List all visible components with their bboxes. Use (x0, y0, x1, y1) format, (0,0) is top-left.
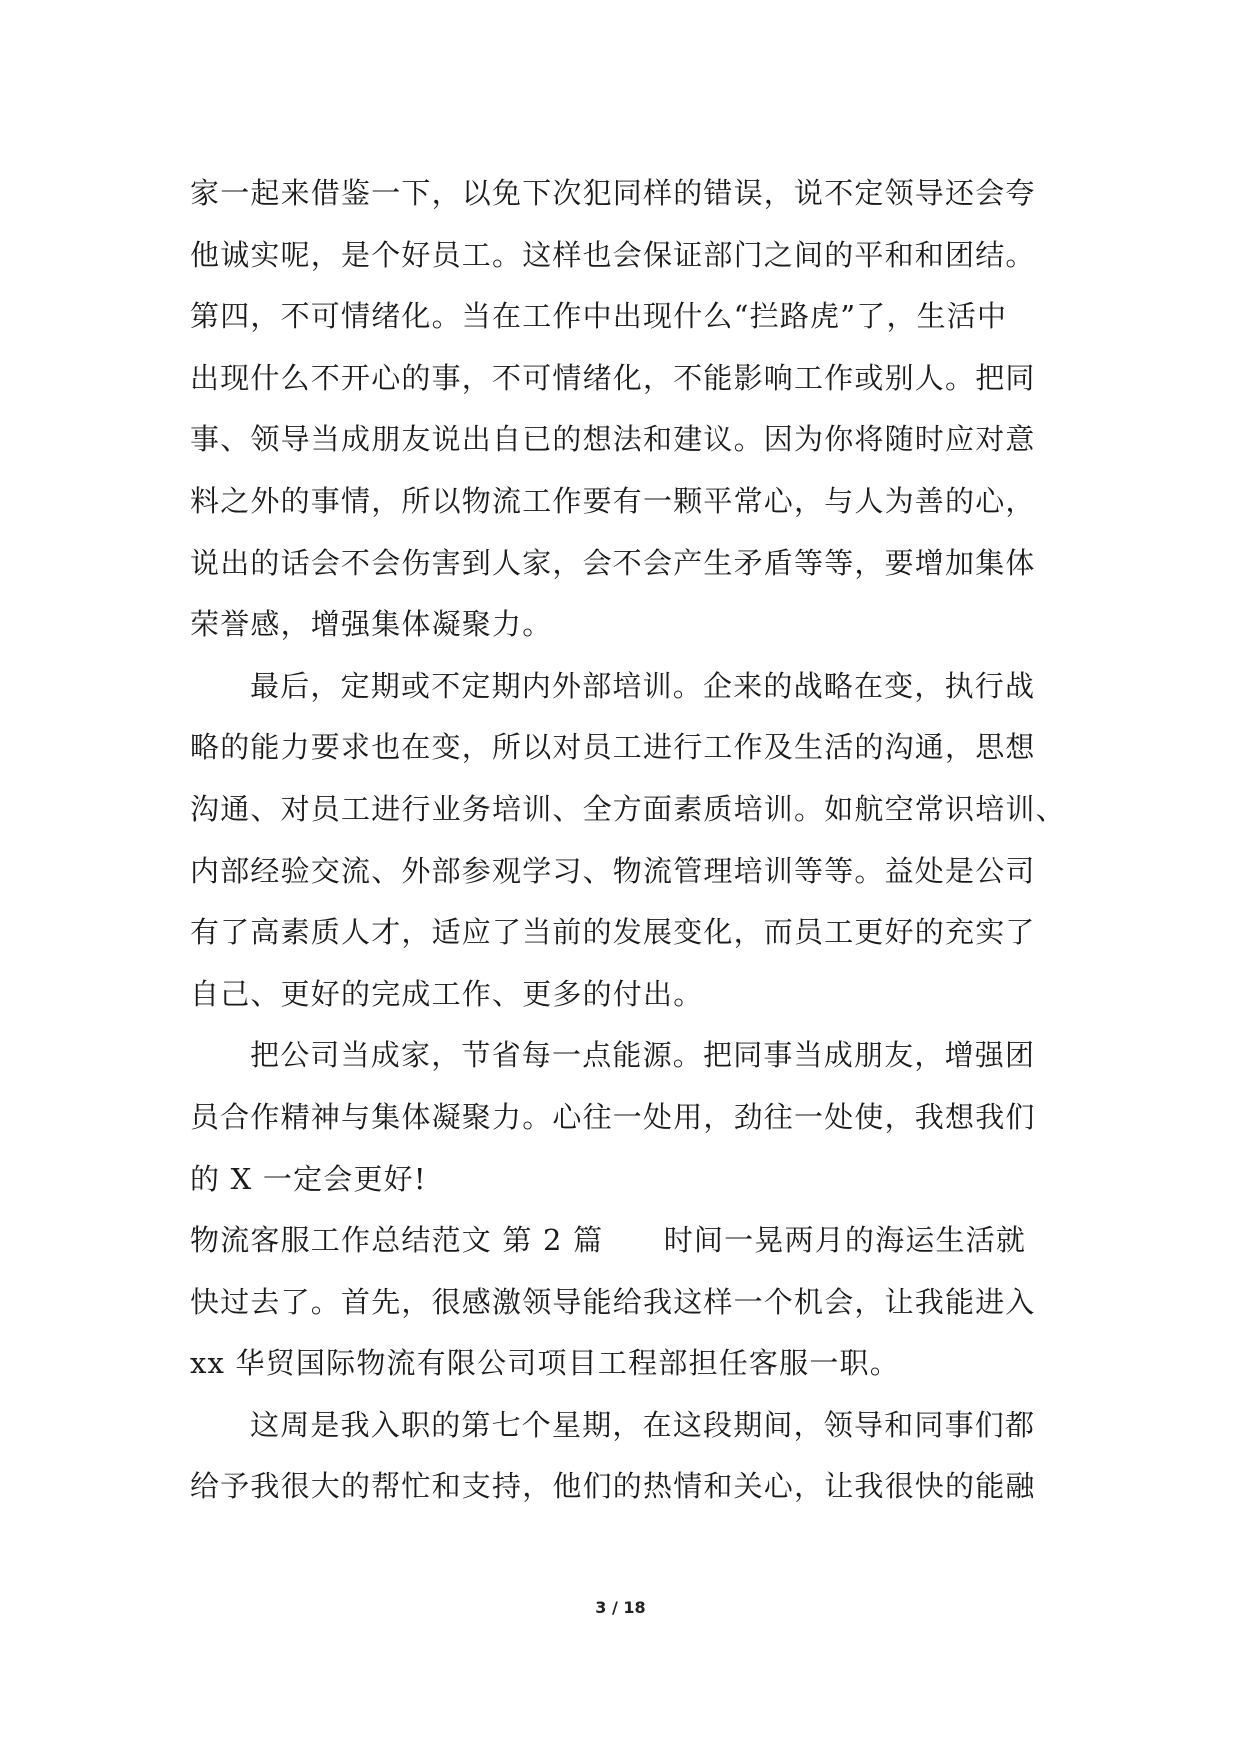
text-line: 略的能力要求也在变，所以对员工进行工作及生活的沟通，思想 (190, 730, 1036, 765)
text-line: xx 华贸国际物流有限公司项目工程部担任客服一职。 (190, 1346, 900, 1381)
text-line: 荣誉感，增强集体凝聚力。 (190, 607, 553, 642)
page-number: 3 / 18 (595, 1598, 646, 1617)
text-line: 家一起来借鉴一下，以免下次犯同样的错误，说不定领导还会夸 (190, 176, 1036, 210)
text-line: 员合作精神与集体凝聚力。心往一处用，劲往一处使，我想我们 (190, 1099, 1036, 1134)
text-line: 出现什么不开心的事，不可情绪化，不能影响工作或别人。把同 (190, 360, 1036, 395)
text-line: 说出的话会不会伤害到人家，会不会产生矛盾等等，要增加集体 (190, 545, 1036, 580)
section-heading-line: 物流客服工作总结范文 第 2 篇 时间一晃两月的海运生活就 (190, 1223, 1027, 1258)
body-text (190, 163, 1070, 1518)
paragraph-first-line: 最后，定期或不定期内外部培训。企来的战略在变，执行战 (250, 668, 1036, 703)
text-line: 第四，不可情绪化。当在工作中出现什么“拦路虎”了，生活中 (190, 299, 1008, 334)
text-line: 他诚实呢，是个好员工。这样也会保证部门之间的平和和团结。 (190, 237, 1036, 272)
paragraph-first-line: 这周是我入职的第七个星期，在这段期间，领导和同事们都 (250, 1407, 1036, 1442)
text-line: 给予我很大的帮忙和支持，他们的热情和关心，让我很快的能融 (190, 1469, 1036, 1504)
text-line: 沟通、对员工进行业务培训、全方面素质培训。如航空常识培训、 (190, 791, 1066, 826)
text-line: 内部经验交流、外部参观学习、物流管理培训等等。益处是公司 (190, 853, 1036, 888)
text-line: 自己、更好的完成工作、更多的付出。 (190, 976, 704, 1011)
text-line: 的 X 一定会更好! (190, 1161, 427, 1196)
paragraph-first-line: 把公司当成家，节省每一点能源。把同事当成朋友，增强团 (250, 1038, 1036, 1073)
text-line: 料之外的事情，所以物流工作要有一颗平常心，与人为善的心， (190, 483, 1036, 518)
text-line: 有了高素质人才，适应了当前的发展变化，而员工更好的充实了 (190, 915, 1036, 950)
text-line: 事、领导当成朋友说出自已的想法和建议。因为你将随时应对意 (190, 422, 1036, 457)
text-line: 快过去了。首先，很感激领导能给我这样一个机会，让我能进入 (190, 1284, 1036, 1319)
